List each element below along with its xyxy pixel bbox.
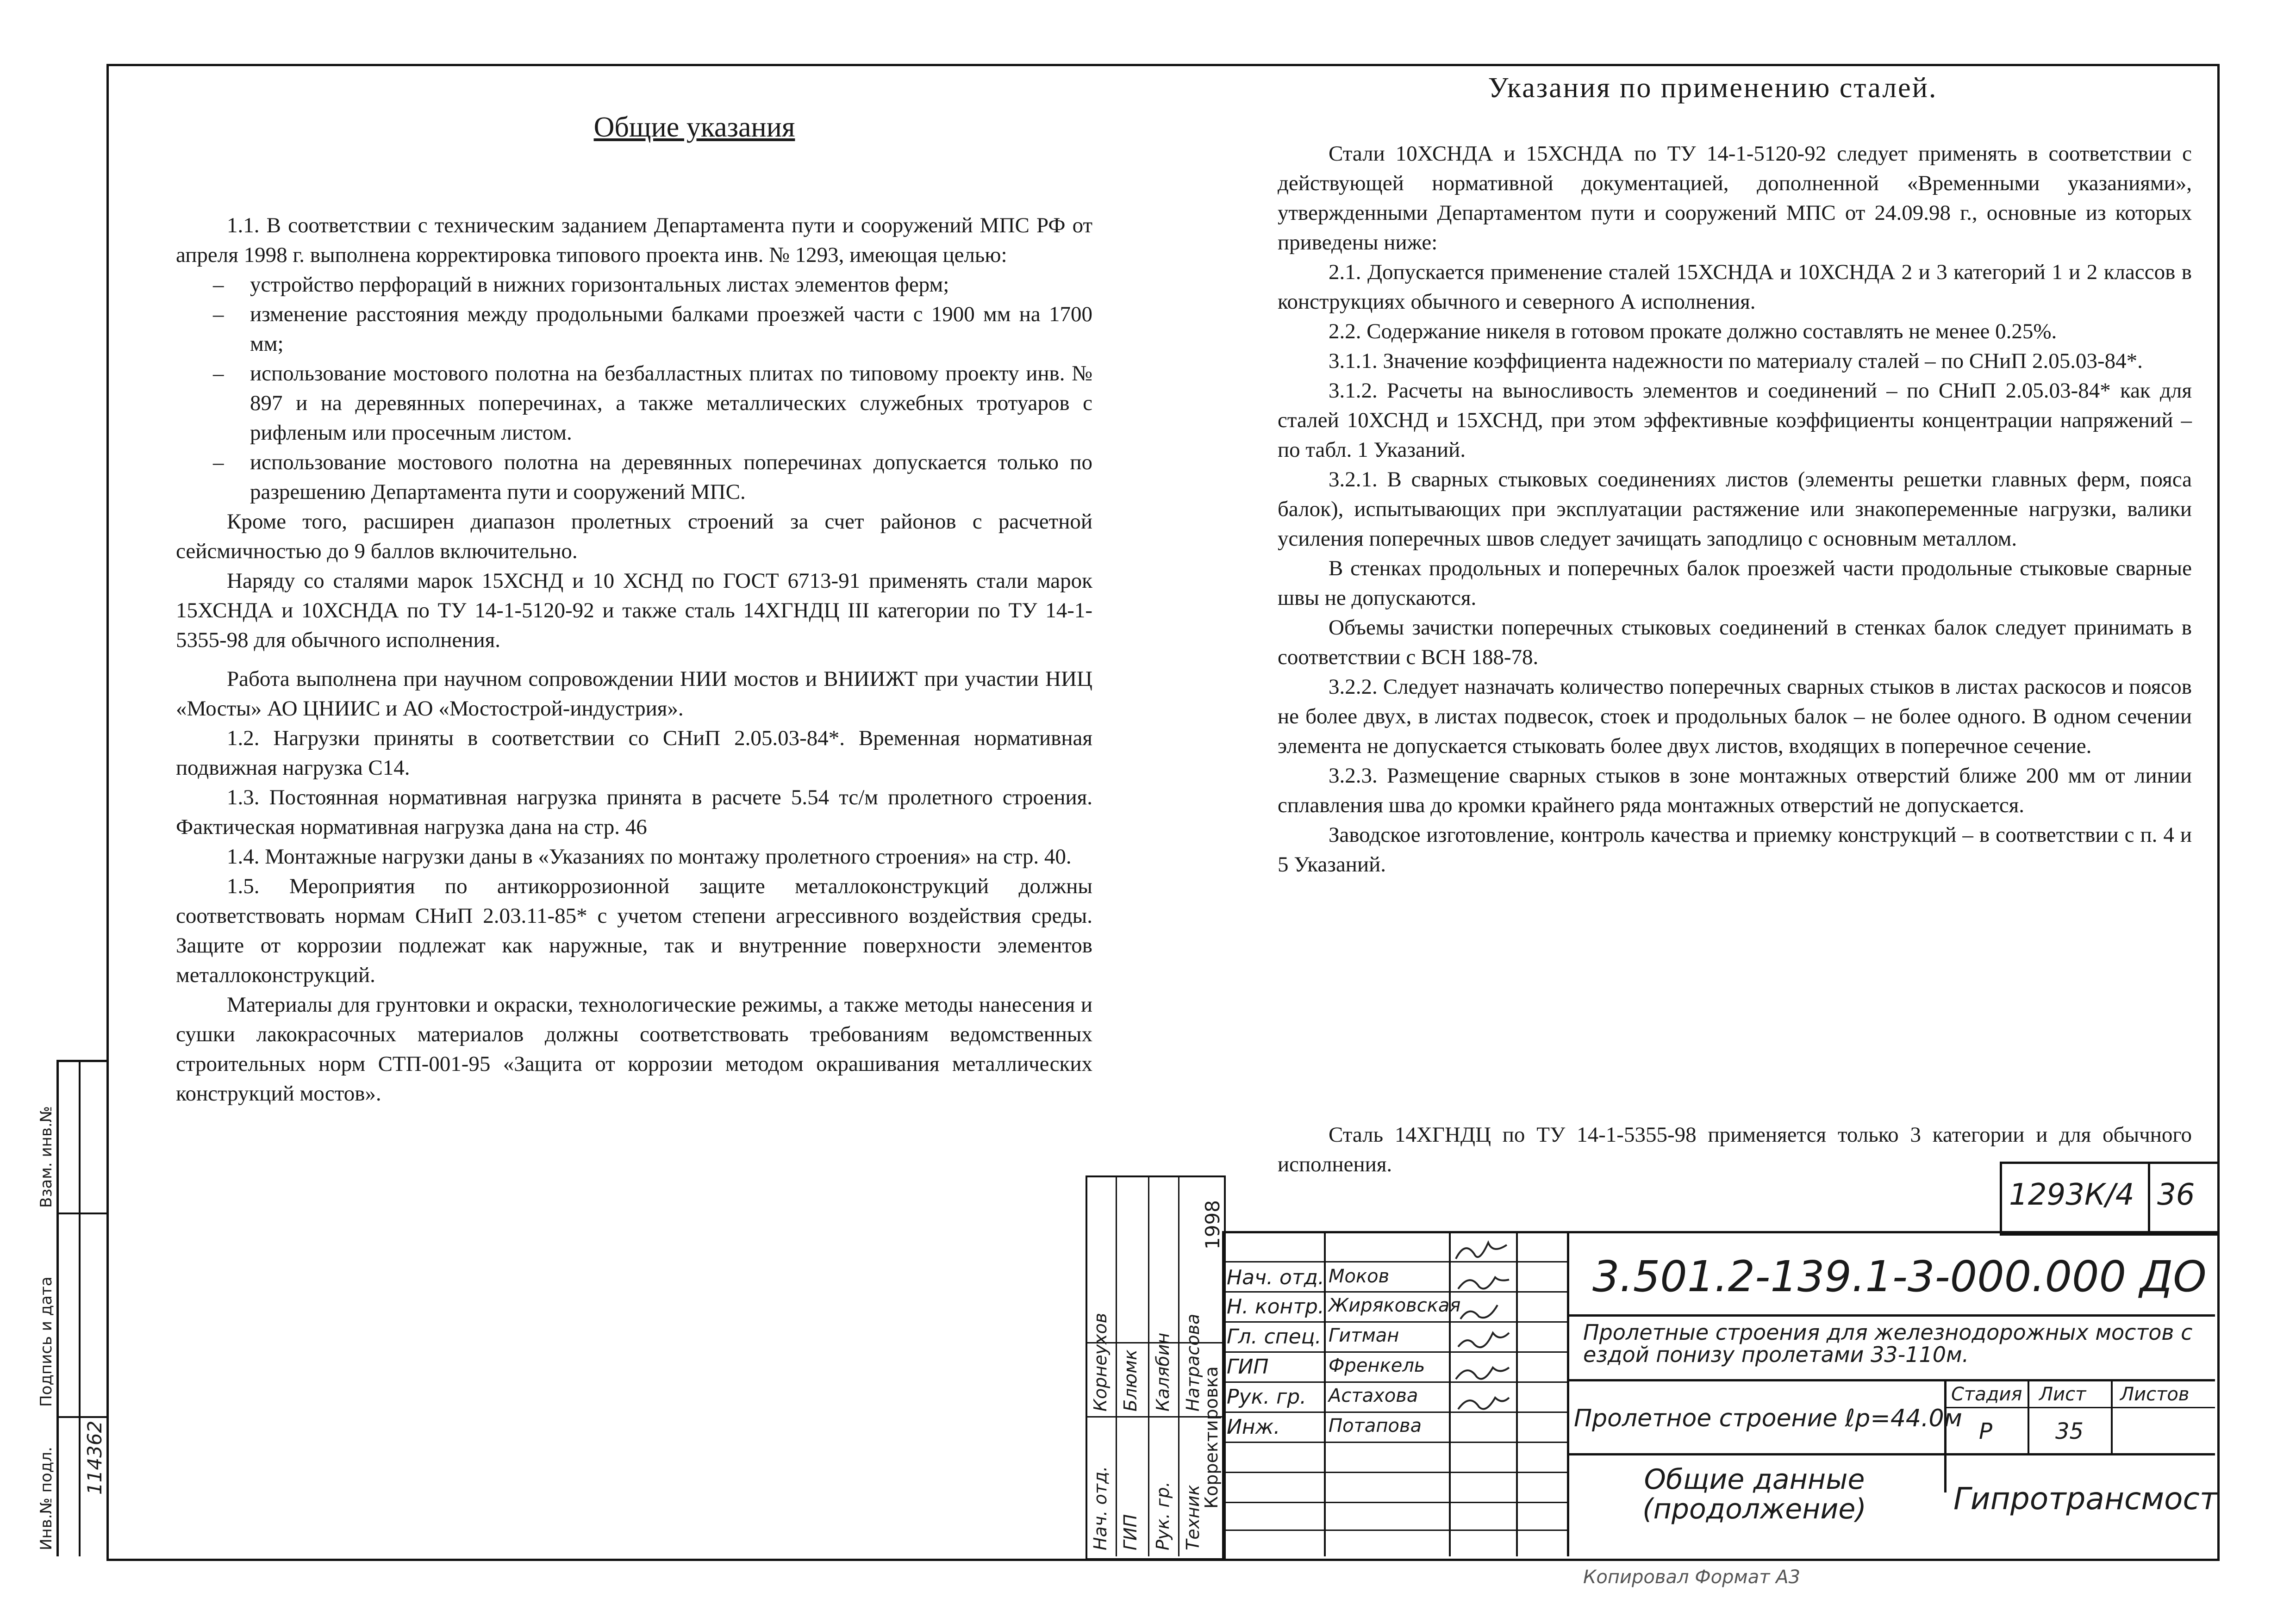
old-block-note: Корректировка (1201, 1366, 1222, 1509)
stamp-row-line (1222, 1442, 1569, 1443)
paragraph-materials: Материалы для грунтовки и окраски, технологические режимы, а также методы нанесения и сушки лакокрасочных материалов должны соответствовать требованиям ведомственных строительных норм СТП-001-95 «Защита от коррозии методом окрашивания металлических конструкций мостов». (176, 993, 1092, 1106)
stamp-line (1944, 1379, 1947, 1492)
margin-sign-label: Подпись и дата (37, 1276, 56, 1407)
signature-mark (1458, 1277, 1509, 1289)
signature-mark (1458, 1398, 1509, 1409)
organisation: Гипротрансмост (1953, 1481, 2218, 1517)
old-block-line (1116, 1175, 1117, 1556)
role-label: ГИП (1227, 1355, 1269, 1379)
bullet-item: – устройство перфораций в нижних горизонтальных листах элементов ферм; (213, 270, 1092, 299)
old-block-line (1178, 1175, 1179, 1556)
stamp-row-line (1222, 1530, 1569, 1531)
old-role-label: ГИП (1120, 1514, 1141, 1550)
old-role-label: Нач. отд. (1090, 1466, 1111, 1550)
stamp-line (1516, 1231, 1518, 1556)
signatures (1451, 1233, 1516, 1442)
paragraph-rabota: Работа выполнена при научном сопровождении НИИ мостов и ВНИИЖТ при участии НИЦ «Мосты» АО ЦНИИС и АО «Мостострой-индустрия». (176, 667, 1092, 721)
bullet-item: – изменение расстояния между продольными балками проезжей части с 1900 мм на 1700 мм; (213, 299, 1092, 359)
role-name: Жиряковская (1329, 1295, 1461, 1316)
bullet-item: – использование мостового полотна на деревянных поперечинах допускается только по разрешению Департамента пути и сооружений МПС. (213, 448, 1092, 507)
margin-line (56, 1060, 106, 1062)
steel-paragraph: Заводское изготовление, контроль качества и приемку конструкций – в соответствии с п. 4 и 5 Указаний. (1278, 823, 2192, 877)
stamp-row-line (1222, 1412, 1569, 1413)
element-title: Пролетное строение ℓр=44.0м (1574, 1405, 1962, 1432)
steel-paragraph: 3.2.3. Размещение сварных стыков в зоне монтажных отверстий ближе 200 мм от линии сплавления шва до кромки крайнего ряда монтажных отверстий не допускается. (1278, 764, 2192, 817)
margin-line (56, 1213, 106, 1214)
sheet-title: Общие данные (продолжение) (1642, 1463, 1866, 1525)
paragraph-1-4: 1.4. Монтажные нагрузки даны в «Указаниях по монтажу пролетного строения» на стр. 40. (227, 845, 1072, 869)
steel-paragraph: Стали 10ХСНДА и 15ХСНДА по ТУ 14-1-5120-92 следует применять в соответствии с действующей нормативной документацией, дополненной «Временными указаниями», утвержденными Департаментом пути и сооружений МПС от 24.09.98 г., основные из которых приведены ниже: (1278, 142, 2192, 255)
right-heading: Указания по применению сталей. (1488, 72, 1938, 104)
left-heading: Общие указания (593, 112, 795, 143)
steel-note-text: Сталь 14ХГНДЦ по ТУ 14-1-5355-98 применяется только 3 категории и для обычного исполнения. (1278, 1123, 2192, 1176)
paragraph-1-1: 1.1. В соответствии с техническим заданием Департамента пути и сооружений МПС РФ от апреля 1998 г. выполнена корректировка типового проекта инв. № 1293, имеющая целью: (176, 213, 1092, 267)
sheet-number: 36 (2157, 1178, 2195, 1212)
stamp-line (1569, 1314, 2215, 1317)
old-block-line (1148, 1175, 1149, 1556)
stamp-line (1569, 1453, 2215, 1455)
stamp-line (1567, 1231, 1569, 1556)
steel-paragraph: 3.1.2. Расчеты на выносливость элементов и соединений – по СНиП 2.05.03-84* как для сталей 10ХСНД и 15ХСНД, при этом эффективные коэффициенты концентрации напряжений – по табл. 1 Указаний. (1278, 379, 2192, 462)
stamp-line (1449, 1231, 1451, 1556)
signature-mark (1456, 1368, 1509, 1379)
old-role-name: Калябин (1153, 1332, 1173, 1412)
stage-value: Р (1979, 1418, 1992, 1444)
sheet-label: Лист (2039, 1384, 2086, 1405)
stamp-line (2028, 1379, 2029, 1453)
sheet-code: 1293К/4 (2009, 1178, 2134, 1212)
paragraph-1-2: 1.2. Нагрузки приняты в соответствии со СНиП 2.05.03-84*. Временная нормативная подвижная нагрузка С14. (176, 726, 1092, 780)
stamp-line (2111, 1379, 2113, 1453)
steel-paragraph: 2.1. Допускается применение сталей 15ХСНДА и 10ХСНДА 2 и 3 категорий 1 и 2 классов в конструкциях обычного и северного А исполнения. (1278, 260, 2192, 314)
paragraph-naryadu: Наряду со сталями марок 15ХСНД и 10 ХСНД по ГОСТ 6713-91 применять стали марок 15ХСНДА и 10ХСНДА по ТУ 14-1-5120-92 и также сталь 14ХГНДЦ III категории по ТУ 14-1-5355-98 для обычного исполнения. (176, 569, 1092, 652)
sheets-label: Листов (2120, 1384, 2190, 1405)
role-label: Нач. отд. (1227, 1266, 1324, 1289)
paragraph-krome: Кроме того, расширен диапазон пролетных строений за счет районов с расчетной сейсмичностью до 9 баллов включительно. (176, 510, 1092, 563)
old-role-label: Рук. гр. (1153, 1481, 1173, 1550)
steel-paragraph: 3.2.1. В сварных стыковых соединениях листов (элементы решетки главных ферм, пояса балок), испытывающих при эксплуатации растяжение или знакопеременные нагрузки, валики усиления поперечных швов следует зачищать заподлицо с основным металлом. (1278, 467, 2192, 551)
role-label: Гл. спец. (1227, 1325, 1322, 1349)
margin-replace-label: Взам. инв.№ (37, 1106, 56, 1208)
stamp-line (1569, 1379, 2215, 1381)
stamp-row-line (1222, 1381, 1569, 1383)
margin-line (79, 1060, 81, 1556)
steel-paragraph: 2.2. Содержание никеля в готовом прокате должно составлять не менее 0.25%. (1329, 319, 2057, 343)
role-name: Потапова (1329, 1415, 1422, 1436)
role-label: Инж. (1227, 1415, 1280, 1439)
role-name: Моков (1329, 1266, 1390, 1287)
right-text-block (1278, 139, 2192, 879)
margin-inv-label: Инв.№ подл. (37, 1447, 56, 1550)
old-role-name: Блюмк (1120, 1349, 1141, 1412)
old-role-label: Техник (1183, 1485, 1203, 1550)
stamp-row-line (1222, 1261, 1569, 1262)
sheet-value: 35 (2055, 1418, 2084, 1444)
stamp-row-line (1222, 1472, 1569, 1473)
footer-scrawl: Копировал Формат А3 (1583, 1567, 1801, 1588)
margin-line (56, 1060, 59, 1556)
document-code: 3.501.2-139.1-3-000.000 ДО (1592, 1252, 2207, 1301)
stamp-row-line (1222, 1502, 1569, 1503)
role-label: Н. контр. (1227, 1295, 1324, 1318)
stamp-row-line (1222, 1291, 1569, 1293)
steel-paragraph: 3.1.1. Значение коэффициента надежности по материалу сталей – по СНиП 2.05.03-84*. (1329, 349, 2143, 373)
old-role-name: Натрасова (1183, 1313, 1203, 1412)
paragraph-1-3: 1.3. Постоянная нормативная нагрузка принята в расчете 5.54 тс/м пролетного строения. Фактическая нормативная нагрузка дана на стр. 46 (176, 785, 1092, 839)
signature-mark (1456, 1243, 1507, 1259)
old-block-year: 1998 (1201, 1200, 1224, 1250)
sheet-code-divider (2148, 1162, 2150, 1233)
stamp-row-line (1222, 1351, 1569, 1353)
role-label: Рук. гр. (1227, 1385, 1307, 1409)
paragraph-1-5: 1.5. Мероприятия по антикоррозионной защите металлоконструкций должны соответствовать нормам СНиП 2.03.11-85* с учетом степени агрессивного воздействия среды. Защите от коррозии подлежат как наружные, так и внутренние поверхности элементов металлоконструкций. (176, 874, 1092, 987)
steel-paragraph: 3.2.2. Следует назначать количество поперечных сварных стыков в листах раскосов и поясов не более двух, в листах подвесок, стоек и продольных балок – не более одного. В одном сечении элемента не допускается стыковать более двух листов, входящих в поперечное сечение. (1278, 675, 2192, 758)
signature-mark (1460, 1305, 1497, 1319)
role-name: Френкель (1329, 1355, 1425, 1376)
margin-line (56, 1416, 106, 1418)
margin-inv-number: 114362 (83, 1420, 106, 1495)
old-role-name: Корнеухов (1090, 1312, 1111, 1412)
role-name: Астахова (1329, 1385, 1418, 1406)
signature-mark (1458, 1333, 1509, 1347)
steel-paragraph: Объемы зачистки поперечных стыковых соединений в стенках балок следует принимать в соответствии с ВСН 188-78. (1278, 616, 2192, 669)
stamp-row-line (1222, 1321, 1569, 1323)
stage-label: Стадия (1951, 1384, 2022, 1405)
bullet-item: – использование мостового полотна на безбалластных плитах по типовому проекту инв. № 897 и на деревянных поперечинах, а также металлических служебных тротуаров с рифленым или просечным листом. (213, 359, 1092, 448)
project-title: Пролетные строения для железнодорожных мостов с ездой понизу пролетами 33-110м. (1583, 1320, 2193, 1367)
role-name: Гитман (1329, 1325, 1399, 1346)
stamp-line (1944, 1407, 2215, 1408)
steel-paragraph: В стенках продольных и поперечных балок проезжей части продольные стыковые сварные швы не допускаются. (1278, 556, 2192, 610)
left-text-block (176, 211, 1092, 1108)
